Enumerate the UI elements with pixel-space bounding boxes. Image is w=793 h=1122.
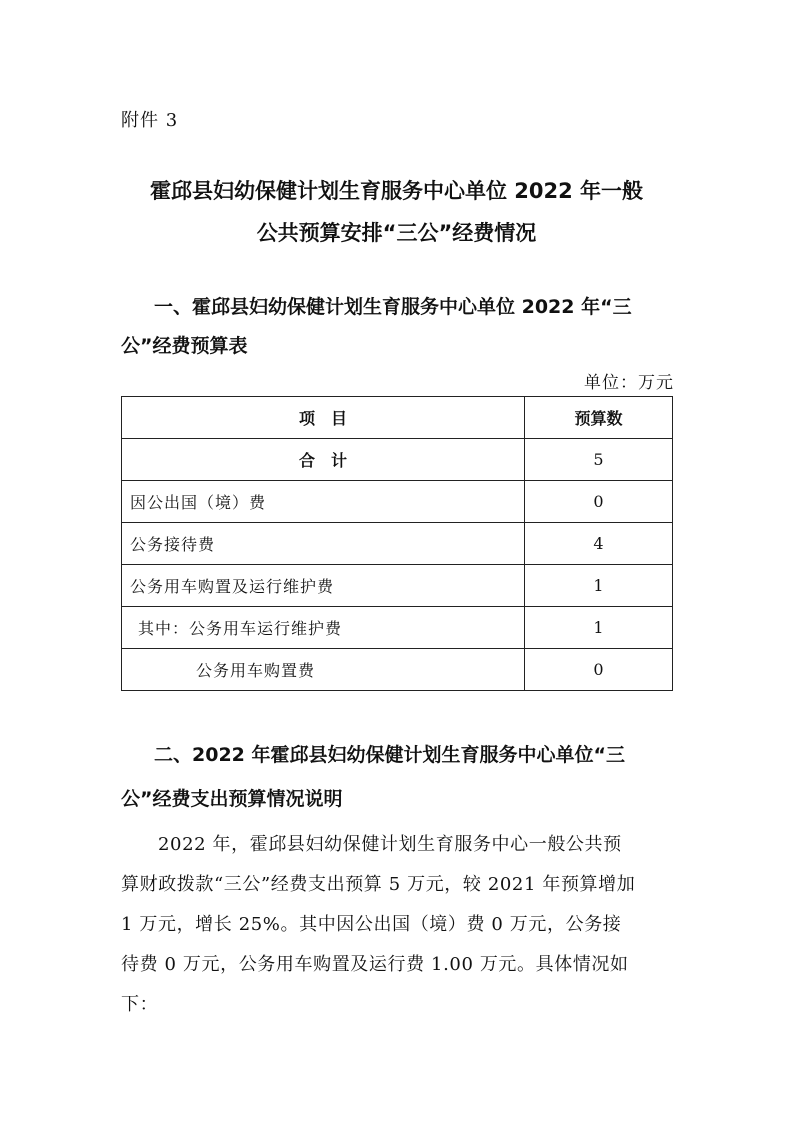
table-row [122,649,673,691]
row-value-travel-abroad: 0 [525,481,673,523]
paragraph-line-4: 待费 0 万元，公务用车购置及运行费 1.00 万元。具体情况如 [121,954,629,975]
table-row [122,607,673,649]
row-item-travel-abroad: 因公出国（境）费 [122,481,525,523]
section-2-heading-line-2: 公”经费支出预算情况说明 [121,788,343,810]
table-header-row [122,397,673,439]
row-value-vehicle-purchase: 0 [525,649,673,691]
row-item-vehicle-maintenance: 其中：公务用车运行维护费 [122,607,525,649]
table-row [122,439,673,481]
paragraph-line-5: 下： [121,994,159,1015]
row-item-total: 合 计 [122,439,525,481]
row-value-total: 5 [525,439,673,481]
attachment-label: 附件 3 [121,110,179,131]
section-2-heading-line-1: 二、2022 年霍邱县妇幼保健计划生育服务中心单位“三 [154,744,625,766]
table-row [122,523,673,565]
budget-table [121,396,673,691]
paragraph-line-1: 2022 年，霍邱县妇幼保健计划生育服务中心一般公共预 [158,834,622,855]
row-item-vehicle-purchase: 公务用车购置费 [122,649,525,691]
paragraph-line-3: 1 万元，增长 25%。其中因公出国（境）费 0 万元，公务接 [121,914,622,935]
section-1-heading-line-2: 公”经费预算表 [121,335,248,357]
header-item: 项 目 [122,397,525,439]
table-row [122,565,673,607]
row-item-reception: 公务接待费 [122,523,525,565]
table-row [122,481,673,523]
section-1-heading-line-1: 一、霍邱县妇幼保健计划生育服务中心单位 2022 年“三 [154,296,632,318]
row-value-vehicle: 1 [525,565,673,607]
row-value-vehicle-maintenance: 1 [525,607,673,649]
paragraph-line-2: 算财政拨款“三公”经费支出预算 5 万元，较 2021 年预算增加 [121,874,636,895]
page-title-line-1: 霍邱县妇幼保健计划生育服务中心单位 2022 年一般 [149,179,644,203]
row-value-reception: 4 [525,523,673,565]
unit-label: 单位：万元 [584,373,674,393]
row-item-vehicle: 公务用车购置及运行维护费 [122,565,525,607]
page-title-line-2: 公共预算安排“三公”经费情况 [256,221,537,245]
header-value: 预算数 [525,397,673,439]
